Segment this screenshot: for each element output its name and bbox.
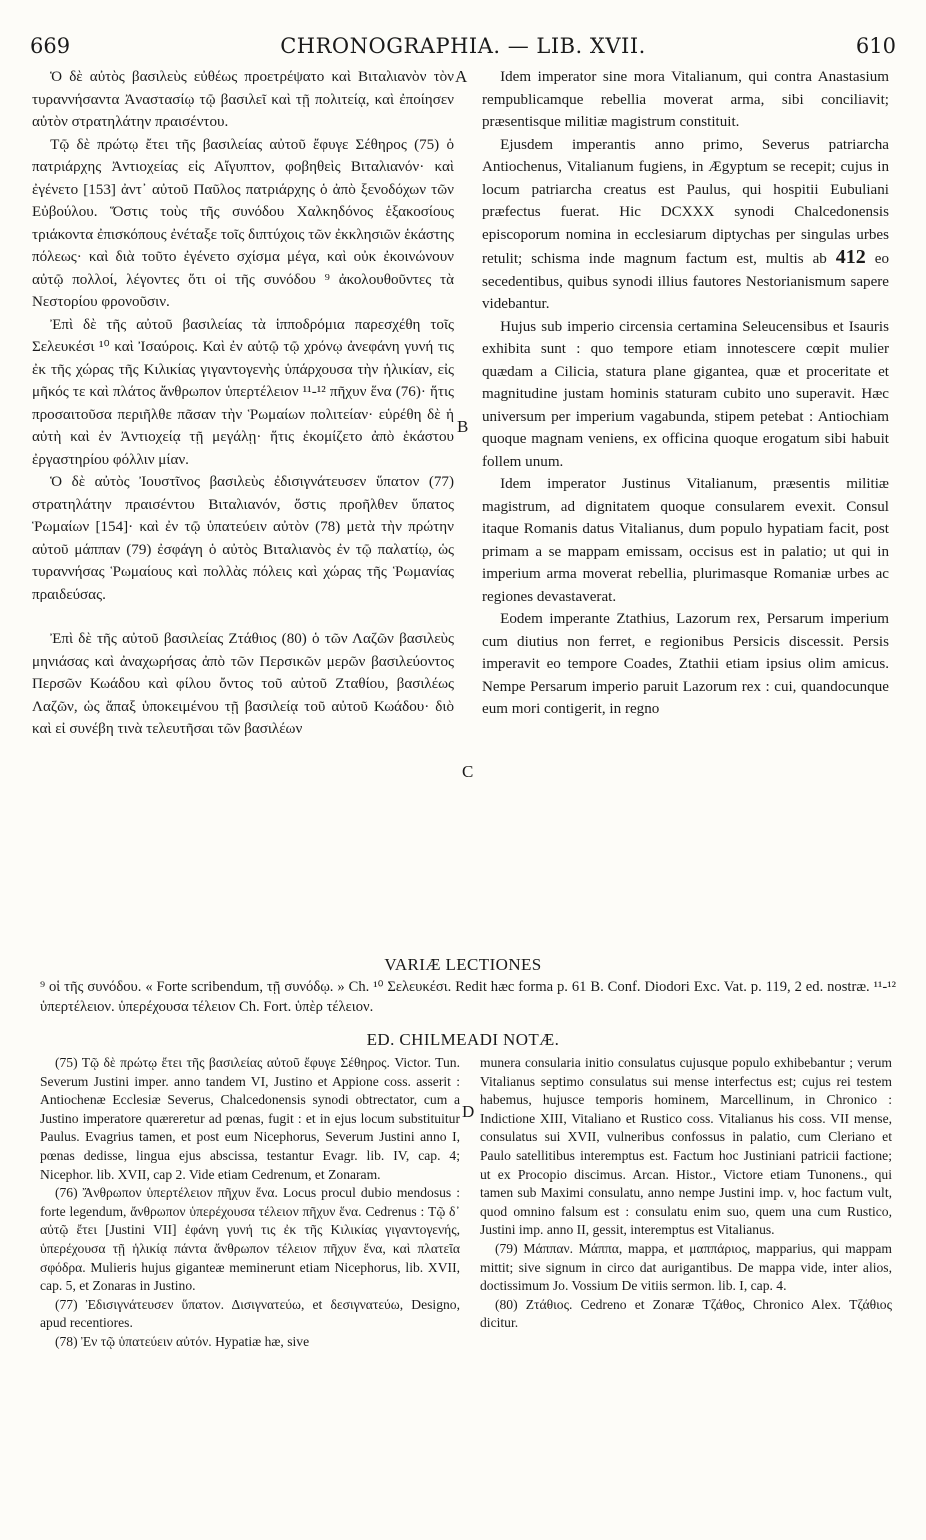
running-title: CHRONOGRAPHIA. — LIB. XVII.	[280, 34, 646, 58]
greek-paragraph: Ὁ δὲ αὐτὸς βασιλεὺς εὐθέως προετρέψατο καὶ Βιταλιανὸν τὸν τυραννήσαντα Ἀναστασίῳ τῷ βασιλεῖ καὶ τῇ πολιτείᾳ, καὶ ἐποίησεν αὐτὸν στρατηλάτην πραισέντου.	[32, 69, 454, 130]
note-paragraph: (80) Ζτάθιος. Cedreno et Zonaræ Τζάθος, Chronico Alex. Τζάθιος dicitur.	[480, 1296, 892, 1331]
variae-lectiones-title: VARIÆ LECTIONES	[384, 955, 542, 974]
variae-lectiones-text: ⁹ οἱ τῆς συνόδου. « Forte scribendum, τῇ συνόδῳ. » Ch. ¹⁰ Σελευκέσι. Redit hæc forma p. 61 B. Conf. Diodori Exc. Vat. p. 119, 2 ed. nostræ. ¹¹-¹² ὑπερτέλειον. ὑπερέχουσα τέλειον Ch. Fort. ὑπὲρ τέλειον.	[40, 979, 896, 1015]
page-number-left: 669	[30, 34, 71, 58]
greek-paragraph: Ἐπὶ δὲ τῆς αὐτοῦ βασιλείας τὰ ἱπποδρόμια παρεσχέθη τοῖς Σελευκέσι ¹⁰ καὶ Ἰσαύροις. Καὶ ἐν αὐτῷ τῷ χρόνῳ ἀνεφάνη γυνή τις ἐκ τῆς χώρας τῆς Κιλικίας γιγαντογενὴς ὑπάρχουσα τὴν ἡλικίαν, εἰς μῆκός τε καὶ πλάτος ἄνθρωπον ὑπερτέλειον ¹¹-¹² πῆχυν ἕνα (76)· ἥτις προσαιτοῦσα περιῆλθε πᾶσαν τὴν Ῥωμαίων πολιτείαν· εὑρέθη δὲ ἡ αὐτὴ καὶ ἐν Ἀντιοχείᾳ τῇ μεγάλῃ· ἥτις ἐκομίζετο ἀπὸ ἑκάστου ἐργαστηρίου φόλλιν μίαν.	[32, 316, 454, 468]
latin-paragraph: Idem imperator sine mora Vitalianum, qui contra Anastasium rempublicamque rebellia moverat arma, sibi conciliavit; præsentisque militiæ magistrum constituit.	[482, 69, 889, 130]
latin-paragraph: Hujus sub imperio circensia certamina Seleucensibus et Isauris exhibita sunt : quo tempore etiam innotescere cœpit mulier quædam a Cilicia, statura plane gigantea, quæ et proceritate et magnitudine justam hominis staturam cubito uno superavit. Hæc universum per imperium vagabunda, stipem petebat : Antiochiam quoque magnam veniens, ex officina quoque erogatum sibi habuit follem unum.	[482, 318, 889, 470]
latin-paragraph-text: Ejusdem imperantis anno primo, Severus patriarcha Antiochenus, Vitalianum fugiens, in Ægyptum se recepit; cujus in locum patriarcha creatus est Paulus, qui hospitii Eubuliani præfectus fuerat. Hic DCXXX synodi Chalcedonensis episcoporum nomina in ecclesiarum diptychas per singulas urbes retulit; schisma inde magnum factum est, multis ab	[482, 136, 889, 267]
note-paragraph: (78) Ἐν τῷ ὑπατεύειν αὐτόν. Hypatiæ hæ, sive	[54, 1333, 310, 1349]
running-header	[30, 34, 896, 58]
notes-title: ED. CHILMEADI NOTÆ.	[366, 1030, 560, 1049]
latin-paragraph	[482, 134, 889, 316]
margin-letter-d: D	[462, 1102, 475, 1121]
greek-text-column	[32, 66, 454, 741]
margin-letter-c: C	[462, 762, 474, 781]
note-paragraph: (76) Ἄνθρωπον ὑπερτέλειον πῆχυν ἕνα. Locus procul dubio mendosus : forte legendum, ἄνθρωπον ὑπερέχουσα τέλειον πῆχυν ἕνα. Cedrenus : Τῷ δ᾽ αὐτῷ ἔτει [Justini VII] ἐφάνη γυνή τις ἐκ τῆς Κιλικίας γιγαντογενής, ὑπερέχουσα τῇ ἡλικίᾳ πάντα ἄνθρωπον τέλειον πῆχυν ἕνα, καὶ πλατεῖα σφόδρα. Mulieris hujus giganteæ meminerunt etiam Nicephorus, lib. XVII, cap. 5, et Zonaras in Justino.	[40, 1185, 460, 1294]
note-paragraph: munera consularia initio consulatus cujusque populo exhibebantur ; verum Vitalianus septimo consulatus sui mense interfectus est; cujus rei testem habemus, hujusce temporis hominem, Marcellinum, in Chronico : Indictione XIII, Vitaliano et Rustico coss. Vitalianus his coss. VII mense, consulatus sui XVII, vulneribus confossus in palatio, cum Cleriano et Paulo satellitibus interemptus est. Factum hoc Justiniani patricii factione; ut ex Procopio discimus. Arcan. Histor., Victore etiam Tunonens., qui tamen sub Maximi consulatu, anno nempe Justini imp. v, hoc factum vult, quod omnino falsum est : consulatu enim suo, quem una cum Rustico, Justini imp. anno II, gessit, interemptus est Vitalianus.	[480, 1055, 892, 1238]
page-number-right: 610	[855, 34, 896, 58]
latin-text-column	[482, 66, 889, 721]
latin-paragraph-text: eo secedentibus, quibus synodi illius fautores Nestorianismum sapere videbantur.	[482, 251, 889, 312]
latin-paragraph: Eodem imperante Ztathius, Lazorum rex, Persarum imperium cum diutius non ferret, e regionibus Persicis discessit. Persis imperavit eo tempore Coades, Ztathii etiam ipsius olim amicus. Nempe Persarum imperio paruit Lazorum rex : cui, quandocunque eum mori contigerit, in regno	[482, 611, 889, 717]
notes-right-column	[480, 1054, 892, 1333]
original-page-number: 412	[835, 246, 866, 268]
latin-paragraph: Idem imperator Justinus Vitalianum, præsentis militiæ magistrum, ad dignitatem quoque consularem evexit. Consul itaque Romanis datus Vitalianus, dum populo hypatiam facit, post primam a se mappam emissam, occisus est in palatio; ut qui in imperium arma moverat rebellia, plurimasque Romaniæ urbes ac regiones devastaverat.	[482, 476, 889, 605]
greek-paragraph: Ὁ δὲ αὐτὸς Ἰουστῖνος βασιλεὺς ἐδισιγνάτευσεν ὕπατον (77) στρατηλάτην πραισέντου Βιταλιανόν, ὅστις προῆλθεν ὕπατος Ῥωμαίων [154]· καὶ ἐν τῷ ὑπατεύειν αὐτὸν (78) μετὰ τὴν πρώτην αὐτοῦ μάππαν (79) ἐσφάγη ὁ αὐτὸς Βιταλιανὸς ἐν τῷ παλατίῳ, ὡς τυραννήσας Ῥωμαίους καὶ πολλὰς πόλεις καὶ χώρας τῆς Ῥωμανίας πραιδεύσας.	[32, 474, 454, 603]
note-paragraph: (79) Μάππαν. Μάππα, mappa, et μαππάριος, mapparius, qui mappam mittit; sive signum in circo dat aurigantibus. De mappa vide, inter alios, doctissimum Jo. Vossium De vitiis sermon. lib. I, cap. 4.	[480, 1240, 892, 1294]
margin-letter-a: A	[455, 67, 468, 86]
margin-letter-b: B	[457, 417, 469, 436]
note-paragraph: (75) Τῷ δὲ πρώτῳ ἔτει τῆς βασιλείας αὐτοῦ ἔφυγε Σέθηρος. Victor. Tun. Severum Justini imper. anno tandem VI, Justino et Appione coss. asserit : Antiochenæ Ecclesiæ Severus, Chalcedonensis synodi obtrectator, cum a Justino imperatore quæreretur ad pœnas, fugit : et in ejus locum substituitur Paulus. Evagrius tamen, et post eum Nicephorus, Severum Justini anno I, pœnas dedisse, lingua ejus abscissa, testantur Evagr. lib. IV, cap. 4; Nicephor. lib. XVII, cap 2. Vide etiam Cedrenum, et Zonaram.	[40, 1055, 460, 1182]
notes-left-column	[40, 1054, 460, 1352]
greek-paragraph: Τῷ δὲ πρώτῳ ἔτει τῆς βασιλείας αὐτοῦ ἔφυγε Σέθηρος (75) ὁ πατριάρχης Ἀντιοχείας εἰς Αἴγυπτον, φοβηθεὶς Βιταλιανόν· καὶ ἐγένετο [153] ἀντ᾽ αὐτοῦ Παῦλος πατριάρχης ὁ ἀπὸ ξενοδόχων τῶν Εὐβούλου. Ὅστις τοὺς τῆς συνόδου Χαλκηδόνος ἑξακοσίους τριάκοντα ἐπισκόπους ἐνέταξε τοῖς διπτύχοις τῶν ἐκκλησιῶν ἑκάστης πόλεως· καὶ διὰ τοῦτο ἐγένετο σχίσμα μέγα, καὶ οὐκ ἐκοινώνουν αὐτῷ πολλοί, λέγοντες ὅτι οἱ τῆς συνόδου ⁹ ἀκολουθοῦντες τὰ Νεστορίου φρονοῦσιν.	[32, 136, 454, 310]
note-paragraph: (77) Ἐδισιγνάτευσεν ὕπατον. Δισιγνατεύω, et δεσιγνατεύω, Designo, apud recentiores.	[40, 1296, 460, 1331]
greek-paragraph: Ἐπὶ δὲ τῆς αὐτοῦ βασιλείας Ζτάθιος (80) ὁ τῶν Λαζῶν βασιλεὺς μηνιάσας καὶ ἀναχωρήσας ἀπὸ τῶν Περσικῶν μερῶν βασιλεύοντος Περσῶν Κωάδου καὶ φίλου ὄντος τοῦ αὐτοῦ Ζταθίου, βασιλέως Λαζῶν, ὡς ἅπαξ ὑποκειμένου τῇ βασιλείᾳ τοῦ αὐτοῦ Κωάδου· διὸ καὶ εἰ συνέβη τινὰ τελευτῆσαι τῶν βασιλέων	[32, 631, 454, 737]
